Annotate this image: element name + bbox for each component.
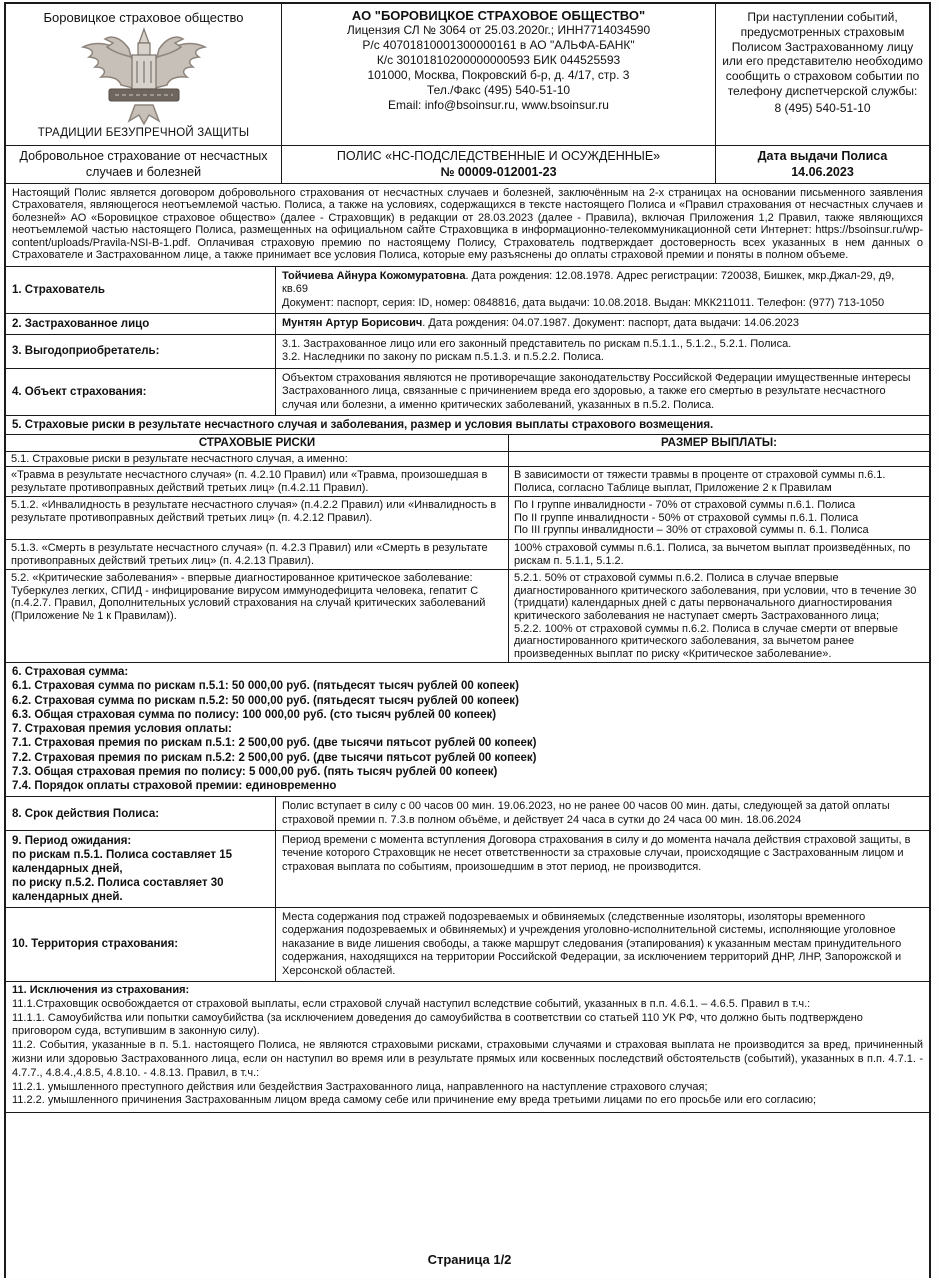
content-text: Полис вступает в силу с 00 часов 00 мин. 19.06.2023, но не ранее 00 часов 00 мин. даты, следующей за датой оплаты страховой премии п. 7.3.в полном объёме, и действует 24 часа в сутки до 24 часа 00 мин. 18.06.2024 bbox=[282, 800, 890, 826]
sum-line: 7. Страховая премия условия оплаты: bbox=[12, 723, 232, 736]
requisite-line: Тел./Факс (495) 540-51-10 bbox=[426, 83, 571, 97]
company-slogan: ТРАДИЦИИ БЕЗУПРЕЧНОЙ ЗАЩИТЫ bbox=[37, 127, 250, 139]
table-row bbox=[6, 497, 929, 540]
sum-line: 7.4. Порядок оплаты страховой премии: единовременно bbox=[12, 779, 337, 792]
exclusion-paragraph: 11.2.2. умышленного причинения Застрахованным лицом вреда самому себе или причинение ему вреда третьими лицами по его просьбе или его согласию; bbox=[12, 1094, 816, 1107]
header-right-cell bbox=[716, 4, 929, 145]
sum-line: 6.2. Страховая сумма по рискам п.5.2: 50 000,00 руб. (пятьдесят тысяч рублей 00 копеек) bbox=[12, 694, 519, 707]
requisite-line: Email: info@bsoinsur.ru, www.bsoinsur.ru bbox=[388, 98, 609, 112]
terms-table bbox=[6, 797, 929, 982]
sum-line: 6.3. Общая страховая сумма по полису: 100 000,00 руб. (сто тысяч рублей 00 копеек) bbox=[12, 708, 497, 721]
table-row bbox=[6, 467, 929, 497]
policy-document bbox=[4, 2, 931, 1278]
exclusion-paragraph: 11. Исключения из страхования: bbox=[12, 983, 190, 996]
exclusions-block bbox=[6, 982, 929, 1113]
company-full-name: АО "БОРОВИЦКОЕ СТРАХОВОЕ ОБЩЕСТВО" bbox=[351, 8, 646, 23]
risks-section-title: 5. Страховые риски в результате несчастного случая и заболевания, размер и условия выплаты страхового возмещения. bbox=[6, 416, 929, 435]
exclusion-paragraph: 11.1.Страховщик освобождается от страховой выплаты, если страховой случай наступил вследствие событий, указанных в п.п. 4.6.1. – 4.6.5. Правил в т.ч.: bbox=[12, 997, 811, 1010]
table-row bbox=[6, 831, 929, 908]
section-content bbox=[276, 908, 929, 981]
header-left-cell bbox=[6, 4, 282, 145]
requisite-line: Р/с 40701810001300000161 в АО "АЛЬФА-БАНК" bbox=[362, 38, 635, 52]
title-row bbox=[6, 146, 929, 184]
risk-cell: 5.1.3. «Смерть в результате несчастного случая» (п. 4.2.3 Правил) или «Смерть в результате противоправных действий третьих лиц» (п. 4.2.13 Правил). bbox=[6, 540, 509, 569]
company-short-name: Боровицкое страховое общество bbox=[43, 10, 244, 25]
content-text: 3.1. Застрахованное лицо или его законный представитель по рискам п.5.1.1., 5.1.2., 5.2.1. Полиса. 3.2. Наследники по закону по рискам п.5.1.3. и п.5.2.2. Полиса. bbox=[282, 337, 792, 364]
risks-col-payout-header: РАЗМЕР ВЫПЛАТЫ: bbox=[660, 436, 778, 449]
section-content bbox=[276, 797, 929, 830]
exclusion-paragraph: 11.2. События, указанные в п. 5.1. настоящего Полиса, не являются страховыми рисками, страховыми случаями и страховая выплата не производится за вред, причиненный жизни или здоровью Застрахованного лица, если он наступил во время или в результате прямых или косвенных последствий обстоятельств (событий), указанных в п.п. 4.7.1. - 4.7.7., 4.8.4.,4.8.5, 4.8.10. - 4.8.13. Правил, в т.ч.: bbox=[12, 1039, 923, 1079]
table-row bbox=[6, 540, 929, 570]
table-row bbox=[6, 267, 929, 314]
header-center-cell bbox=[282, 4, 716, 145]
table-row bbox=[6, 335, 929, 369]
parties-table bbox=[6, 267, 929, 416]
table-row bbox=[6, 797, 929, 831]
risks-col-risks-header: СТРАХОВЫЕ РИСКИ bbox=[6, 435, 509, 451]
table-row bbox=[6, 570, 929, 663]
document-header bbox=[6, 4, 929, 146]
payout-cell: 5.2.1. 50% от страховой суммы п.6.2. Полиса в случае впервые диагностированного критического заболевания, при условии, что в течение 30 (тридцати) календарных дней с даты первоначального диагностирования критического заболевания не наступает смерть Застрахованного лица; 5.2.2. 100% от страховой суммы п.6.2. Полиса в случае смерти от впервые диагностированного критического заболевания, за вычетом ранее произведенных выплат по риску «Критическое заболевание». bbox=[514, 572, 917, 660]
table-row bbox=[6, 369, 929, 416]
content-text: Период времени с момента вступления Договора страхования в силу и до момента начала действия страховой защиты, в течение которого Страховщик не несет ответственности за страховые случаи, происходящие с Застрахованным лицом и страховая выплата по событиям, произошедшим в этот период, не производится. bbox=[282, 833, 911, 873]
intro-paragraph: Настоящий Полис является договором добровольного страхования от несчастных случаев и болезней, заключённым на 2-х страницах на основании письменного заявления Страхователя, являющегося неотъемлемой частью. Полиса, а также на условиях, содержащихся в тексте настоящего Полиса и «Правил страхования от несчастных случаев и болезней» АО «Боровицкое страховое общество» (далее - Страховщик) в редакции от 28.03.2023 (далее - Правила), включая Приложения 1,2 Правил, также являющихся неотъемлемой частью настоящего Полиса, размещенных на официальном сайте Страховщика в информационно-телекоммуникационной сети Интернет: https://bsoinsur.ru/wp-content/uploads/Pravila-NSI-B-1.pdf. Оплачивая страховую премию по настоящему Полису, Страхователь подтверждает достоверность всех указанных в нем данных о Страхователе и Застрахованном лице, а также принимает все условия Полиса, которые ему разъяснены до оплаты страховой премии и поняты в полном объеме. bbox=[6, 184, 929, 267]
page-footer: Страница 1/2 bbox=[427, 1252, 512, 1267]
section-label: 1. Страхователь bbox=[6, 267, 276, 313]
policy-title: ПОЛИС «НС-ПОДСЛЕДСТВЕННЫЕ И ОСУЖДЕННЫЕ» bbox=[336, 149, 661, 163]
risks-subheader-row bbox=[6, 452, 929, 467]
section-content bbox=[276, 369, 929, 415]
sum-line: 7.2. Страховая премия по рискам п.5.2: 2 500,00 руб. (две тысячи пятьсот рублей 00 копеек) bbox=[12, 751, 537, 764]
requisite-line: К/с 30101810200000000593 БИК 044525593 bbox=[376, 53, 621, 67]
payout-cell: По I группе инвалидности - 70% от страховой суммы п.6.1. Полиса По II группе инвалидности - 50% от страховой суммы п.6.1. Полиса По III группы инвалидности – 30% от страховой суммы п. 6.1. Полиса bbox=[514, 499, 869, 537]
payout-cell: В зависимости от тяжести травмы в проценте от страховой суммы п.6.1. Полиса, согласно Таблице выплат, Приложение 2 к Правилам bbox=[514, 468, 886, 494]
content-text: Объектом страхования являются не противоречащие законодательству Российской Федерации имущественные интересы Застрахованного лица, связанные с причинением вреда его здоровью, а также его смертью в результате несчастного случая или болезни, а именно критических заболеваний, указанных в п.5.2. Полиса. bbox=[282, 371, 911, 411]
section-label: 9. Период ожидания: по рискам п.5.1. Полиса составляет 15 календарных дней, по риску п.5.2. Полиса составляет 30 календарных дней. bbox=[6, 831, 276, 907]
payout-cell: 100% страховой суммы п.6.1. Полиса, за вычетом выплат произведённых, по рискам п. 5.1.1, 5.1.2. bbox=[514, 541, 911, 567]
risk-cell: 5.1.2. «Инвалидность в результате несчастного случая» (п.4.2.2 Правил) или «Инвалидность в результате противоправных действий третьих лиц» (п. 4.2.12 Правил). bbox=[6, 497, 509, 539]
policy-title-cell bbox=[282, 146, 716, 183]
content-text: . Дата рождения: 12.08.1978. Адрес регистрации: 720038, Бишкек, мкр.Джал-29, д9, кв.69 Документ: паспорт, серия: ID, номер: 0848816, дата выдачи: 10.08.2018. Выдан: МКК211011. Телефон: (977) 713-1050 bbox=[282, 269, 895, 309]
policy-number: № 00009-012001-23 bbox=[440, 164, 557, 179]
risks-subheader: 5.1. Страховые риски в результате несчастного случая, а именно: bbox=[6, 452, 509, 466]
sums-block bbox=[6, 663, 929, 797]
dispatch-phone: 8 (495) 540-51-10 bbox=[774, 100, 871, 115]
sum-line: 7.1. Страховая премия по рискам п.5.1: 2 500,00 руб. (две тысячи пятьсот рублей 00 копеек) bbox=[12, 737, 537, 750]
section-content bbox=[276, 267, 929, 313]
bold-value: Тойчиева Айнура Кожомуратовна bbox=[282, 269, 466, 282]
issue-date-value: 14.06.2023 bbox=[791, 164, 854, 179]
section-content bbox=[276, 314, 929, 334]
issue-date-cell bbox=[716, 146, 929, 183]
section-content bbox=[276, 831, 929, 907]
section-label: 10. Территория страхования: bbox=[6, 908, 276, 981]
issue-date-label: Дата выдачи Полиса bbox=[757, 149, 888, 163]
sum-line: 6. Страховая сумма: bbox=[12, 666, 129, 679]
content-text: . Дата рождения: 04.07.1987. Документ: паспорт, дата выдачи: 14.06.2023 bbox=[422, 316, 800, 329]
risks-table bbox=[6, 467, 929, 663]
table-row bbox=[6, 908, 929, 982]
requisite-line: Лицензия СЛ № 3064 от 25.03.2020г.; ИНН7714034590 bbox=[346, 23, 651, 37]
table-row bbox=[6, 314, 929, 335]
section-label: 2. Застрахованное лицо bbox=[6, 314, 276, 334]
company-requisites bbox=[288, 23, 709, 113]
exclusion-paragraph: 11.2.1. умышленного преступного действия или бездействия Застрахованного лица, направленного на наступление страхового случая; bbox=[12, 1080, 708, 1093]
sum-line: 7.3. Общая страховая премия по полису: 5 000,00 руб. (пять тысяч рублей 00 копеек) bbox=[12, 765, 498, 778]
section-label: 4. Объект страхования: bbox=[6, 369, 276, 415]
claim-notice: При наступлении событий, предусмотренных страховым Полисом Застрахованному лицу или его представителю необходимо сообщить о страховом событии по телефону диспетчерской службы: bbox=[722, 10, 923, 98]
risk-cell: 5.2. «Критические заболевания» - впервые диагностированное критическое заболевание: Туберкулез легких, СПИД - инфицирование вирусом иммунодефицита человека, гепатит С (п.4.2.7. Правил, Дополнительных условий страхования на случай критических заболеваний (Приложение № 1 к Правилам)). bbox=[6, 570, 509, 662]
bold-value: Мунтян Артур Борисович bbox=[282, 316, 423, 329]
risk-cell: «Травма в результате несчастного случая» (п. 4.2.10 Правил) или «Травма, произошедшая в результате противоправных действий третьих лиц» (п.4.2.11 Правил). bbox=[6, 467, 509, 496]
risks-subheader-empty-cell bbox=[509, 452, 929, 466]
risks-table-header bbox=[6, 435, 929, 452]
sum-line: 6.1. Страховая сумма по рискам п.5.1: 50 000,00 руб. (пятьдесят тысяч рублей 00 копеек) bbox=[12, 680, 519, 693]
section-label: 3. Выгодоприобретатель: bbox=[6, 335, 276, 368]
exclusion-paragraph: 11.1.1. Самоубийства или попытки самоубийства (за исключением доведения до самоубийства в соответствии со статьей 110 УК РФ, что должно быть подтверждено приговором суда, вступившим в законную силу). bbox=[12, 1011, 863, 1038]
section-label: 8. Срок действия Полиса: bbox=[6, 797, 276, 830]
content-text: Места содержания под стражей подозреваемых и обвиняемых (следственные изоляторы, изоляторы временного содержания подозреваемых и обвиняемых) и учреждения уголовно-исполнительной системы, исполняющие уголовное наказание в виде лишения свободы, а также маршрут следования (этапирования) к указанным местам принудительного содержания, находящихся на территории Российской Федерации, за исключением территорий ДНР, ЛНР, Запорожской и Херсонской областей. bbox=[282, 910, 902, 977]
requisite-line: 101000, Москва, Покровский б-р, д. 4/17, стр. 3 bbox=[367, 68, 630, 82]
double-eagle-logo-icon bbox=[69, 27, 219, 127]
product-name: Добровольное страхование от несчастных случаев и болезней bbox=[6, 146, 282, 183]
section-content bbox=[276, 335, 929, 368]
